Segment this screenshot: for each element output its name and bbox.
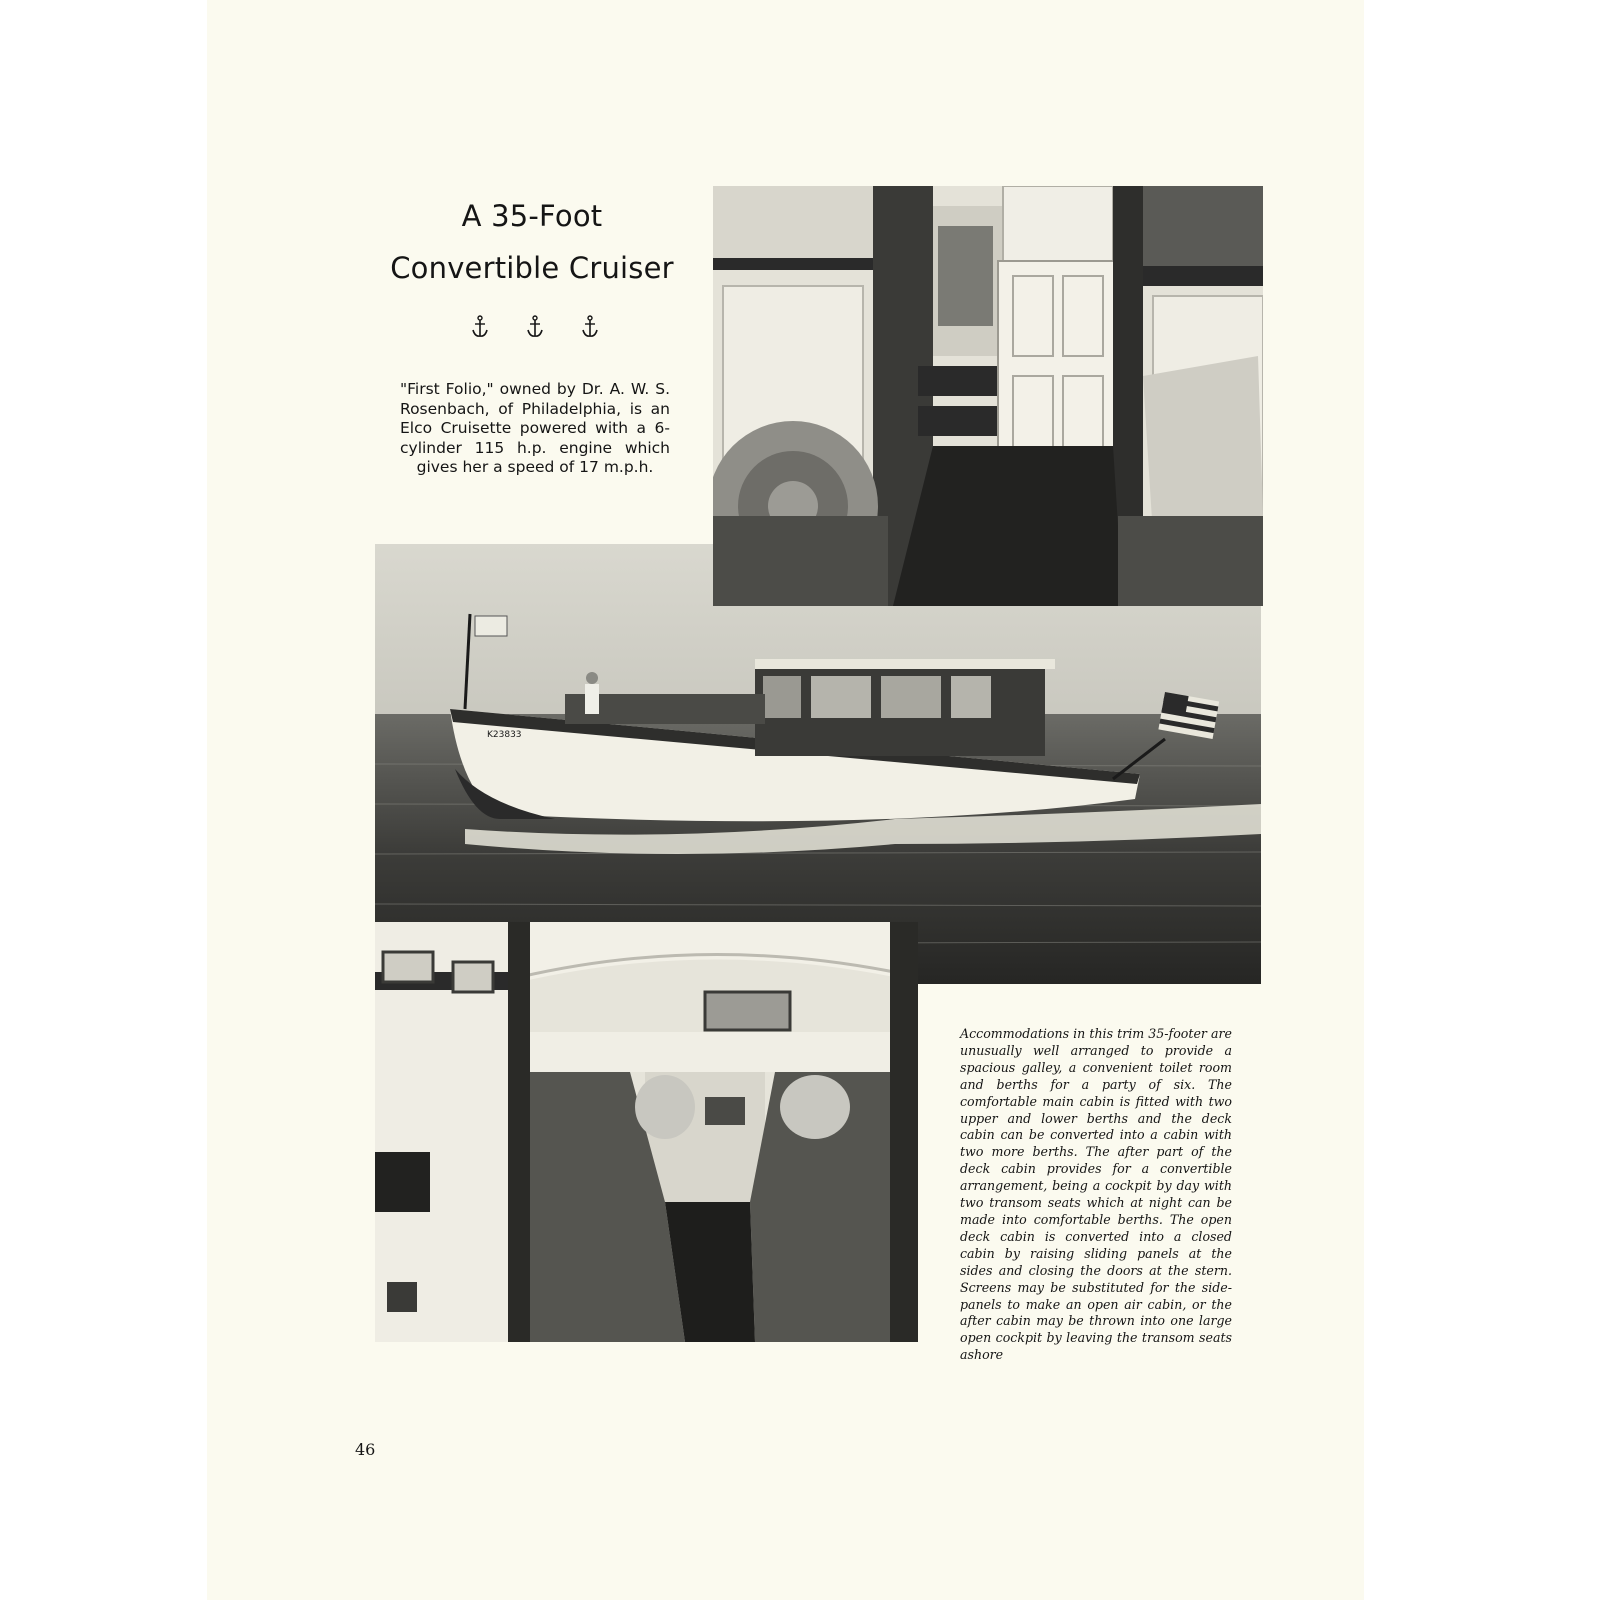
title-line-1: A 35-Foot — [461, 199, 603, 233]
cabin-doorway-photo — [713, 186, 1263, 606]
cruiser-photo — [375, 544, 1261, 984]
title-line-2: Convertible Cruiser — [390, 251, 674, 285]
main-cabin-photo — [375, 922, 918, 1342]
article-body: Accommodations in this trim 35-footer are unusually well arranged to provide a spacious galley, a convenient toilet room and berths for a party of six. The comfortable main cabin is fitted with two upper and lower berths and the deck cabin can be converted into a cabin with two more berths. The after part of the deck cabin provides for a convertible arrangement, being a cockpit by day with two transom seats which at night can be made into comfortable berths. The open deck cabin is converted into a closed cabin by raising sliding panels at the sides and closing the doors at the stern. Screens may be substituted for the side-panels to make an open air cabin, or the after cabin may be thrown into one large open cockpit by leaving the transom seats ashore — [960, 1026, 1232, 1363]
anchor-icon — [580, 315, 600, 339]
anchor-ornaments — [470, 312, 600, 342]
photo-caption: "First Folio," owned by Dr. A. W. S. Rosenbach, of Philadelphia, is an Elco Cruisette powered with a 6-cylinder 115 h.p. engine which gives her a speed of 17 m.p.h. — [400, 380, 670, 477]
page-number: 46 — [355, 1440, 376, 1459]
anchor-icon — [470, 315, 490, 339]
anchor-icon — [525, 315, 545, 339]
article-title — [372, 190, 692, 294]
hull-number: K23833 — [487, 730, 522, 740]
